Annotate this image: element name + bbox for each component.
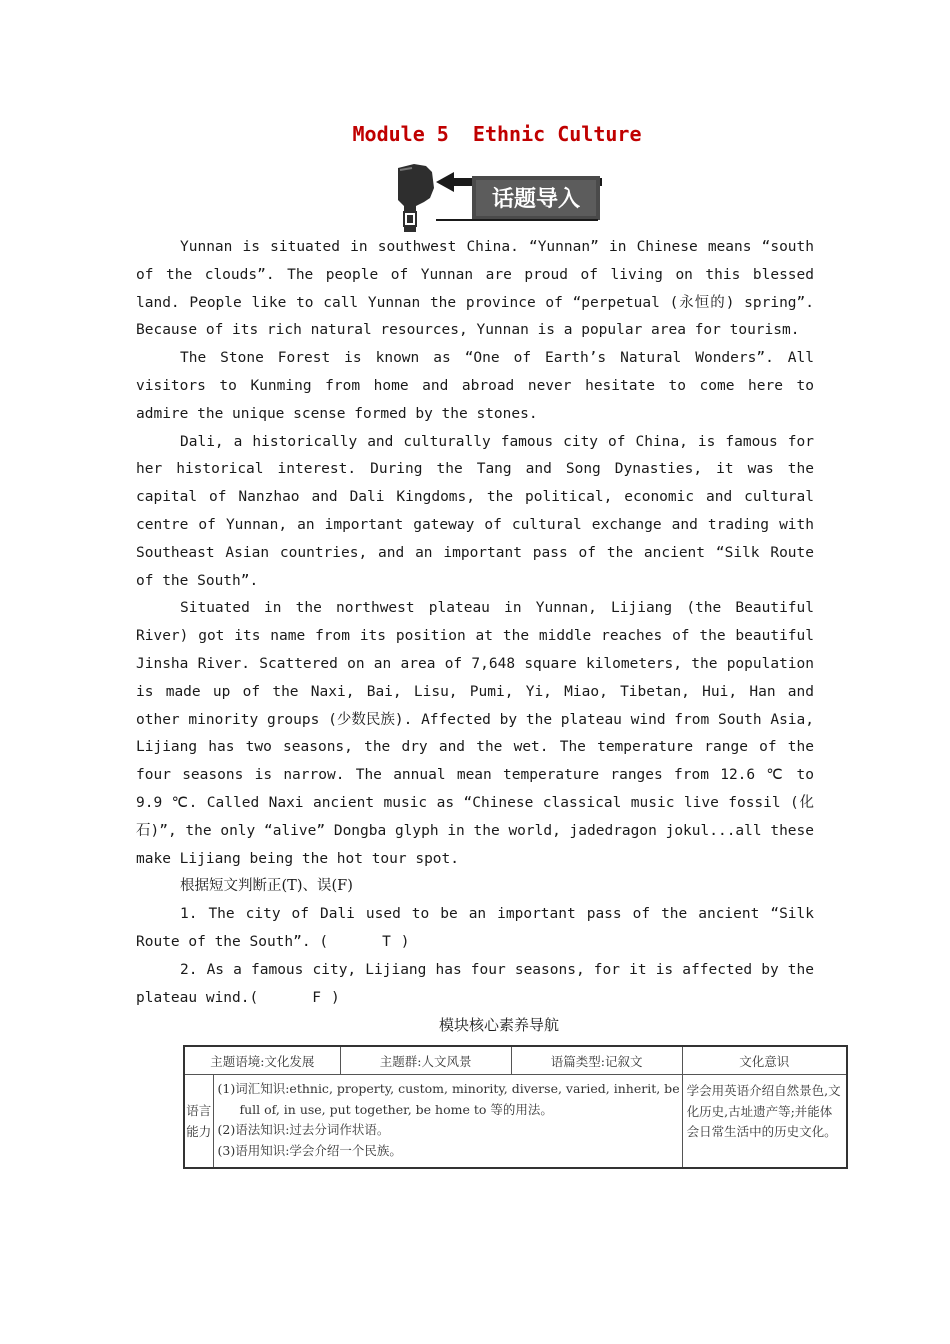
- header-cell: 主题语境:文化发展: [184, 1046, 340, 1075]
- banner-label: 话题导入: [491, 187, 581, 212]
- task-instruction: 根据短文判断正(T)、误(F): [180, 878, 353, 895]
- cultural-awareness-content: 学会用英语介绍自然景色,文化历史,古址遗产等;并能体会日常生活中的历史文化。: [682, 1075, 847, 1169]
- header-cell: 语篇类型:记叙文: [511, 1046, 682, 1075]
- header-cell: 文化意识: [682, 1046, 847, 1075]
- passage-paragraph: The Stone Forest is known as “One of Earth’s Natural Wonders”. All visitors to Kunming from home and abroad never hesitate to come here to admire the unique scense formed by the stones.: [136, 350, 814, 422]
- topic-intro-banner: [392, 162, 604, 234]
- list-item: full of, in use, put together, be home to 等的用法。: [239, 1101, 553, 1117]
- answer-mark: F: [312, 989, 321, 1006]
- language-ability-label: 语言 能力: [184, 1075, 213, 1169]
- list-item: (1)词汇知识:ethnic, property, custom, minority, diverse, varied, inherit, be: [217, 1081, 680, 1096]
- passage-paragraph: Situated in the northwest plateau in Yunnan, Lijiang (the Beautiful River) got its name from its position at the middle reaches of the beautiful Jinsha River. Scattered on an area of 7,648 square kilometers, the population is made up of the Naxi, Bai, Lisu, Pumi, Yi, Miao, Tibetan, Hui, Han and other minority groups (少数民族). Affected by the plateau wind from South Asia, Lijiang has two seasons, the dry and the wet. The temperature range of the four seasons is narrow. The annual mean temperature ranges from 12.6 ℃ to 9.9 ℃. Called Naxi ancient music as “Chinese classical music live fossil (化石)”, the only “alive” Dongba glyph in the world, jadedragon jokul...all these make Lijiang being the hot tour spot.: [136, 600, 814, 867]
- question-close: ): [330, 989, 340, 1006]
- table-row: [184, 1075, 847, 1169]
- table-header-row: [184, 1046, 847, 1075]
- language-ability-content: [213, 1075, 682, 1169]
- question-text: 1. The city of Dali used to be an important pass of the ancient “Silk Route of the South”. (: [136, 906, 814, 950]
- pointing-hand-arrow-icon: [392, 162, 604, 234]
- answer-mark: T: [382, 933, 391, 950]
- question-close: ): [400, 933, 410, 950]
- module-title: Module 5 Ethnic Culture: [352, 122, 642, 146]
- question-text: 2. As a famous city, Lijiang has four seasons, for it is affected by the plateau wind.(: [136, 961, 814, 1006]
- question-1: [136, 901, 814, 957]
- question-2: [136, 957, 814, 1013]
- header-cell: 主题群:人文风景: [340, 1046, 511, 1075]
- passage: [136, 234, 814, 1012]
- passage-paragraph: Dali, a historically and culturally famous city of China, is famous for her historical interest. During the Tang and Song Dynasties, it was the capital of Nanzhao and Dali Kingdoms, the political, economic and cultural centre of Yunnan, an important gateway of cultural exchange and trading with Southeast Asian countries, and an important pass of the ancient “Silk Route of the South”.: [136, 433, 814, 589]
- nav-title: 模块核心素养导航: [438, 1016, 559, 1034]
- core-literacy-table: [183, 1045, 848, 1169]
- list-item: (3)语用知识:学会介绍一个民族。: [217, 1142, 402, 1158]
- list-item: (2)语法知识:过去分词作状语。: [217, 1122, 390, 1137]
- passage-paragraph: Yunnan is situated in southwest China. “Yunnan” in Chinese means “south of the clouds”. The people of Yunnan are proud of living on this blessed land. People like to call Yunnan the province of “perpetual (永恒的) spring”. Because of its rich natural resources, Yunnan is a popular area for tourism.: [136, 239, 814, 339]
